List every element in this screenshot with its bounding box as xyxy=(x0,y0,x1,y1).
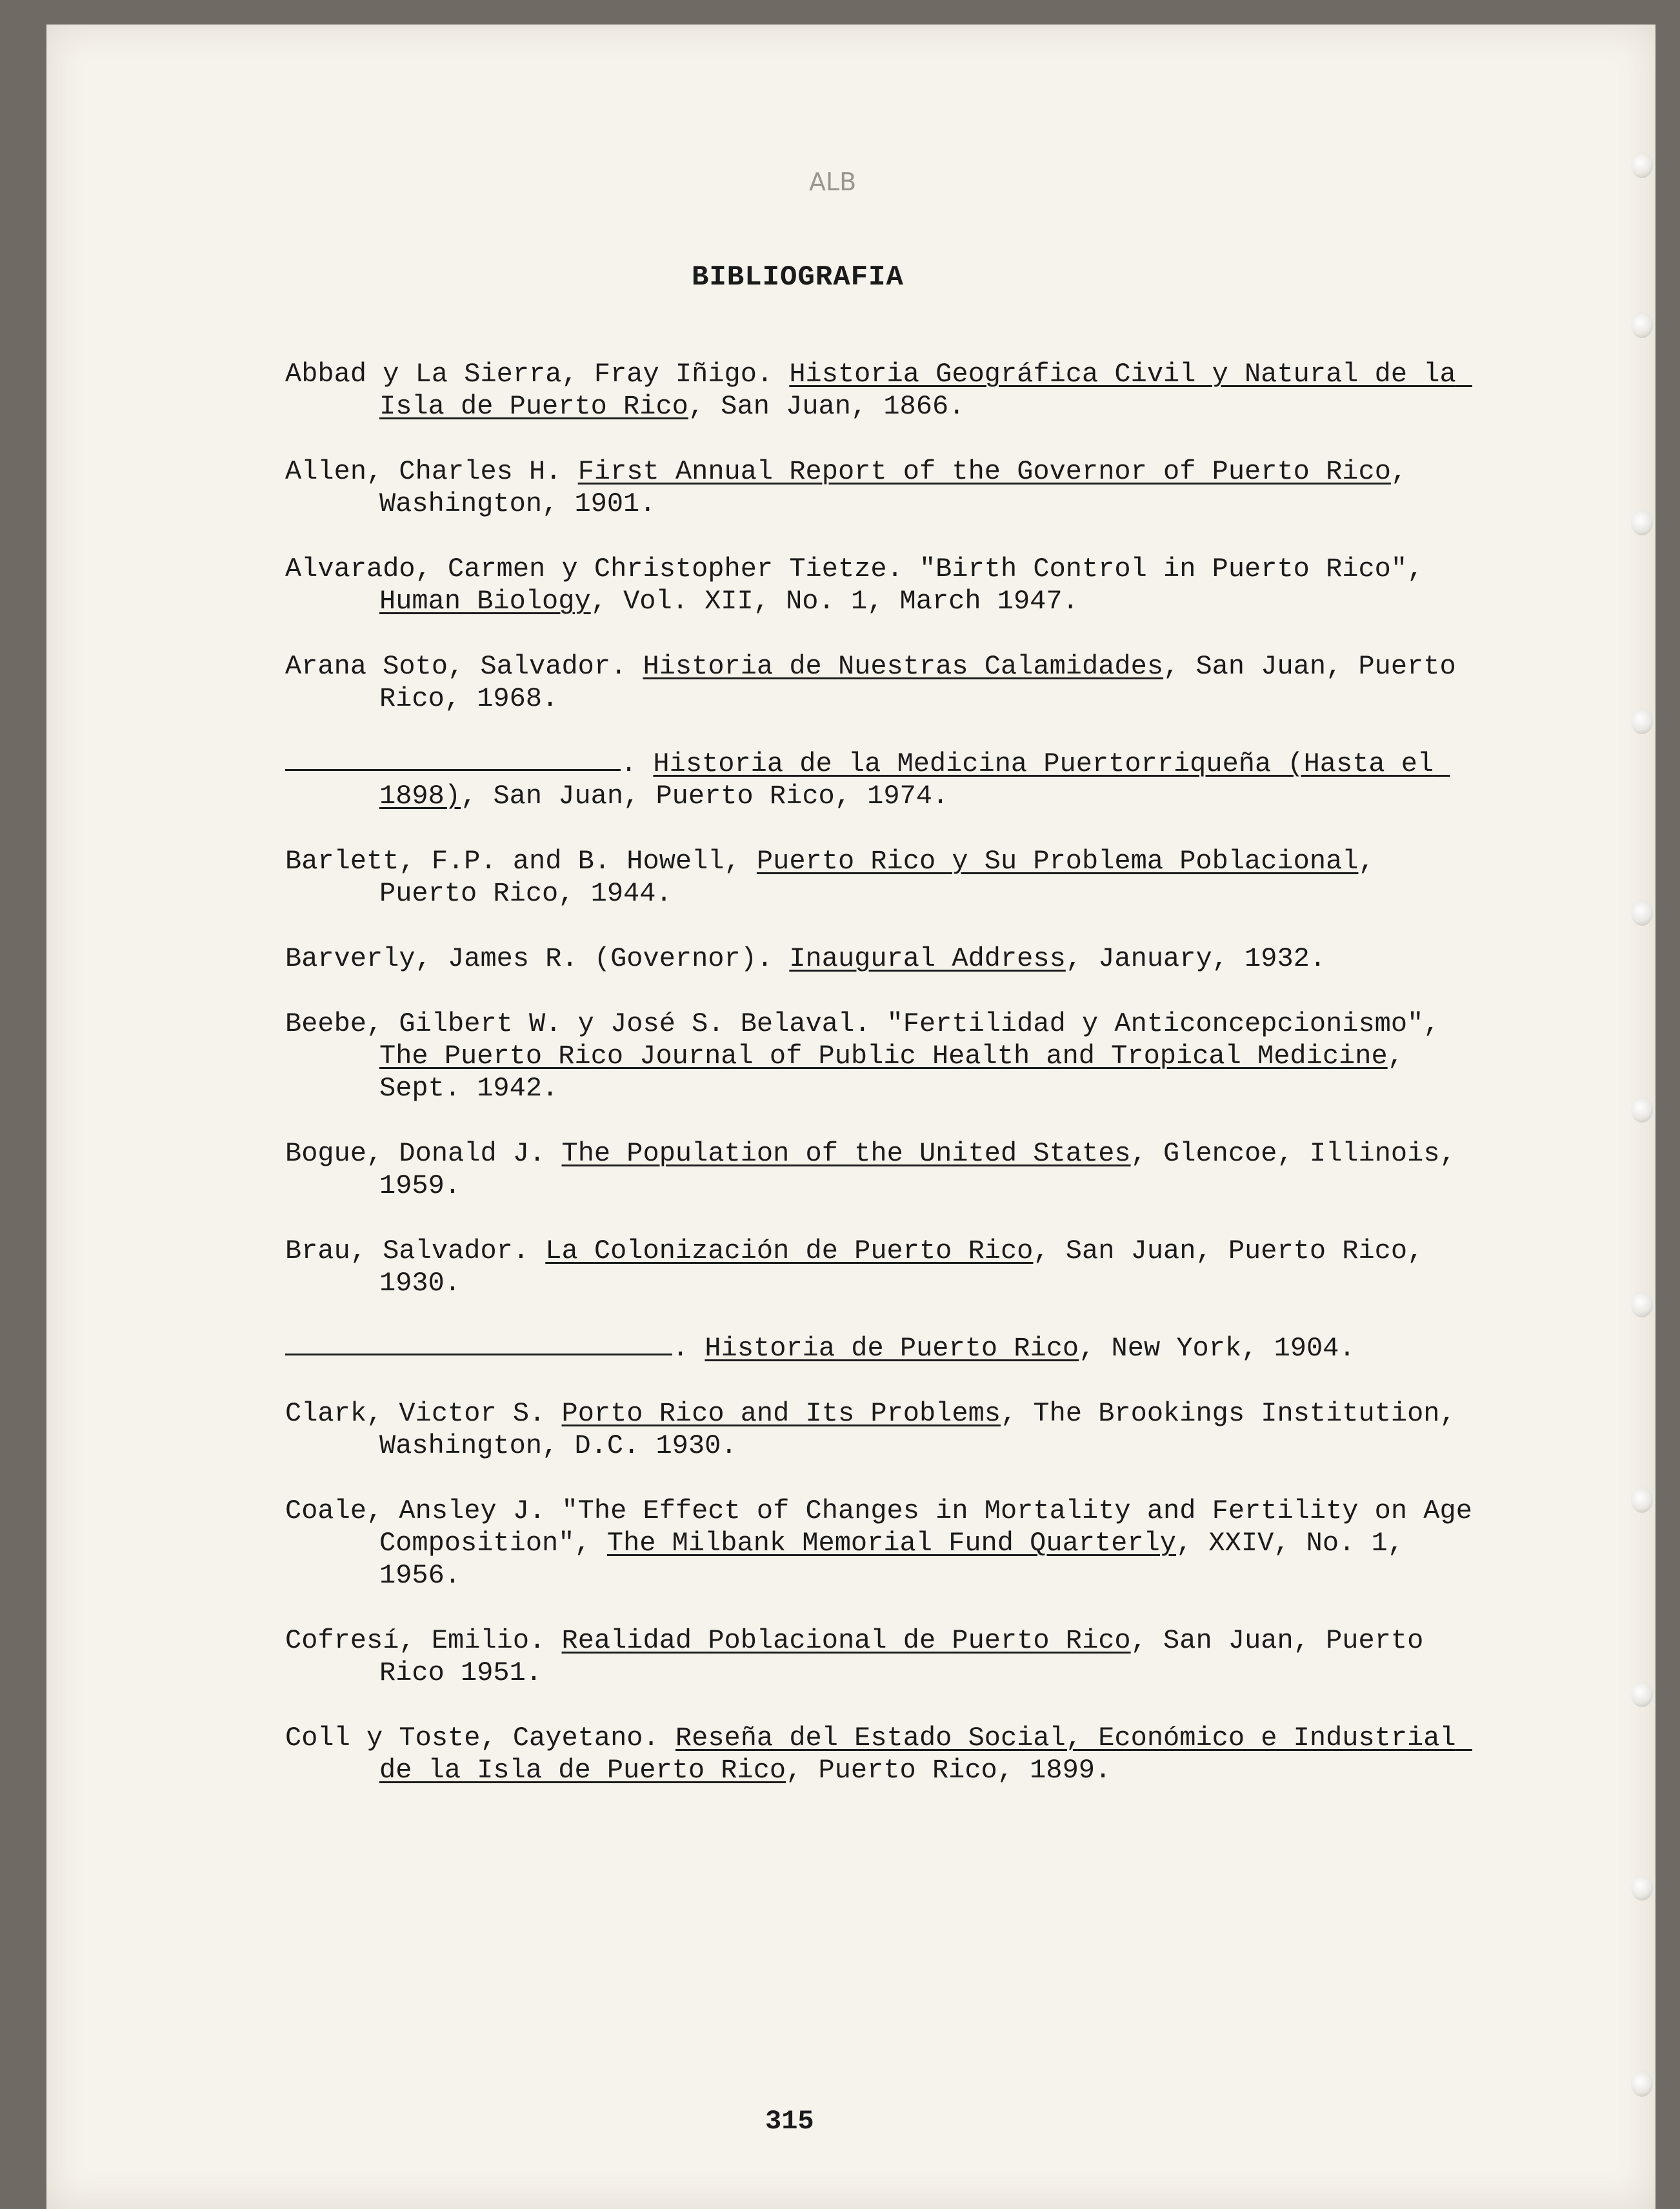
entry-details: , San Juan, Puerto Rico, 1968. xyxy=(379,651,1472,714)
entry-details: , Sept. 1942. xyxy=(379,1041,1421,1104)
entry-details: , San Juan, 1866. xyxy=(688,391,965,422)
bibliography-entry xyxy=(285,1495,1489,1592)
binder-hole xyxy=(1631,1681,1653,1707)
binder-hole xyxy=(1631,2071,1653,2097)
entry-title: The Milbank Memorial Fund Quarterly xyxy=(606,1528,1177,1559)
entry-author: Barverly, James R. (Governor). xyxy=(285,943,790,974)
binder-hole xyxy=(1631,312,1653,338)
bibliography-entry xyxy=(285,845,1479,910)
entry-title: Realidad Poblacional de Puerto Rico xyxy=(561,1625,1131,1656)
entry-details: , XXIV, No. 1, 1956. xyxy=(379,1528,1421,1591)
bibliography-entry xyxy=(285,943,1479,975)
binder-hole xyxy=(1631,1487,1653,1513)
bibliography-entry xyxy=(285,1624,1479,1689)
entry-title: Puerto Rico y Su Problema Poblacional xyxy=(756,846,1359,877)
bibliography-entry xyxy=(285,358,1479,423)
entry-author: Bogue, Donald J. xyxy=(285,1138,562,1169)
entry-title: First Annual Report of the Governor of Puerto Rico xyxy=(577,456,1391,487)
page-heading: BIBLIOGRAFIA xyxy=(692,261,904,294)
entry-author: Coll y Toste, Cayetano. xyxy=(285,1723,675,1754)
bibliography-entry xyxy=(285,553,1479,617)
entry-author: . xyxy=(672,1333,705,1364)
entry-title: Historia de la Medicina Puertorriqueña (Hasta el 1898) xyxy=(379,748,1450,812)
entry-author: Alvarado, Carmen y Christopher Tietze. "Birth Control in Puerto Rico", xyxy=(285,554,1440,585)
binder-hole xyxy=(1631,708,1653,734)
binder-hole xyxy=(1631,152,1653,178)
entry-details: , Puerto Rico, 1944. xyxy=(379,846,1391,909)
entry-details: , San Juan, Puerto Rico 1951. xyxy=(379,1625,1440,1688)
entry-author: Clark, Victor S. xyxy=(285,1398,562,1429)
bibliography-entry xyxy=(285,1235,1479,1299)
entry-title: Human Biology xyxy=(379,586,591,617)
entry-details: , New York, 1904. xyxy=(1079,1333,1355,1364)
bibliography-entry xyxy=(285,1722,1479,1786)
entry-title: Historia de Puerto Rico xyxy=(705,1333,1079,1364)
entry-details: , Washington, 1901. xyxy=(379,456,1424,519)
bibliography-entry xyxy=(285,1332,1479,1364)
entry-author: . xyxy=(621,748,654,779)
entry-details: , Glencoe, Illinois, 1959. xyxy=(379,1138,1472,1201)
entry-title: Historia de Nuestras Calamidades xyxy=(643,651,1164,682)
bibliography-entry xyxy=(285,1397,1479,1462)
bibliography-entry xyxy=(285,1008,1479,1104)
binder-hole xyxy=(1631,1097,1653,1123)
entry-author: Cofresí, Emilio. xyxy=(285,1625,562,1656)
entry-author: Abbad y La Sierra, Fray Iñigo. xyxy=(285,359,790,390)
ditto-rule xyxy=(285,1353,672,1355)
entry-author: Coale, Ansley J. "The Effect of Changes in Mortality and Fertility on Age Composition", xyxy=(285,1495,1489,1559)
entry-details: , January, 1932. xyxy=(1065,943,1326,974)
entry-author: Barlett, F.P. and B. Howell, xyxy=(285,846,757,877)
pencil-annotation: ALB xyxy=(809,168,857,196)
bibliography-entry xyxy=(285,1137,1479,1202)
entry-author: Beebe, Gilbert W. y José S. Belaval. "Fertilidad y Anticoncepcionismo", xyxy=(285,1008,1456,1039)
bibliography-entry xyxy=(285,455,1479,520)
binder-hole xyxy=(1631,1292,1653,1317)
bibliography-list xyxy=(285,358,1489,1786)
binder-hole xyxy=(1631,900,1653,926)
entry-author: Arana Soto, Salvador. xyxy=(285,651,643,682)
entry-author: Allen, Charles H. xyxy=(285,456,578,487)
entry-title: Porto Rico and Its Problems xyxy=(561,1398,1001,1429)
entry-details: , Vol. XII, No. 1, March 1947. xyxy=(590,586,1079,617)
ditto-rule xyxy=(285,768,621,771)
entry-details: , Puerto Rico, 1899. xyxy=(786,1755,1112,1786)
entry-title: Historia Geográfica Civil y Natural de la Isla de Puerto Rico xyxy=(379,359,1472,422)
entry-title: The Puerto Rico Journal of Public Health and Tropical Medicine xyxy=(379,1041,1388,1072)
entry-details: , The Brookings Institution, Washington, D.C. 1930. xyxy=(379,1398,1472,1461)
entry-details: , San Juan, Puerto Rico, 1974. xyxy=(461,781,949,812)
page-number: 315 xyxy=(765,2106,814,2137)
entry-title: La Colonización de Puerto Rico xyxy=(545,1235,1034,1266)
entry-title: Inaugural Address xyxy=(789,943,1066,974)
entry-title: Reseña del Estado Social, Económico e Industrial de la Isla de Puerto Rico xyxy=(379,1723,1472,1786)
bibliography-entry xyxy=(285,748,1479,812)
entry-author: Brau, Salvador. xyxy=(285,1235,546,1266)
binder-hole xyxy=(1631,1875,1653,1901)
entry-details: , San Juan, Puerto Rico, 1930. xyxy=(379,1235,1440,1299)
entry-title: The Population of the United States xyxy=(561,1138,1131,1169)
binder-hole xyxy=(1631,510,1653,535)
bibliography-entry xyxy=(285,650,1479,715)
